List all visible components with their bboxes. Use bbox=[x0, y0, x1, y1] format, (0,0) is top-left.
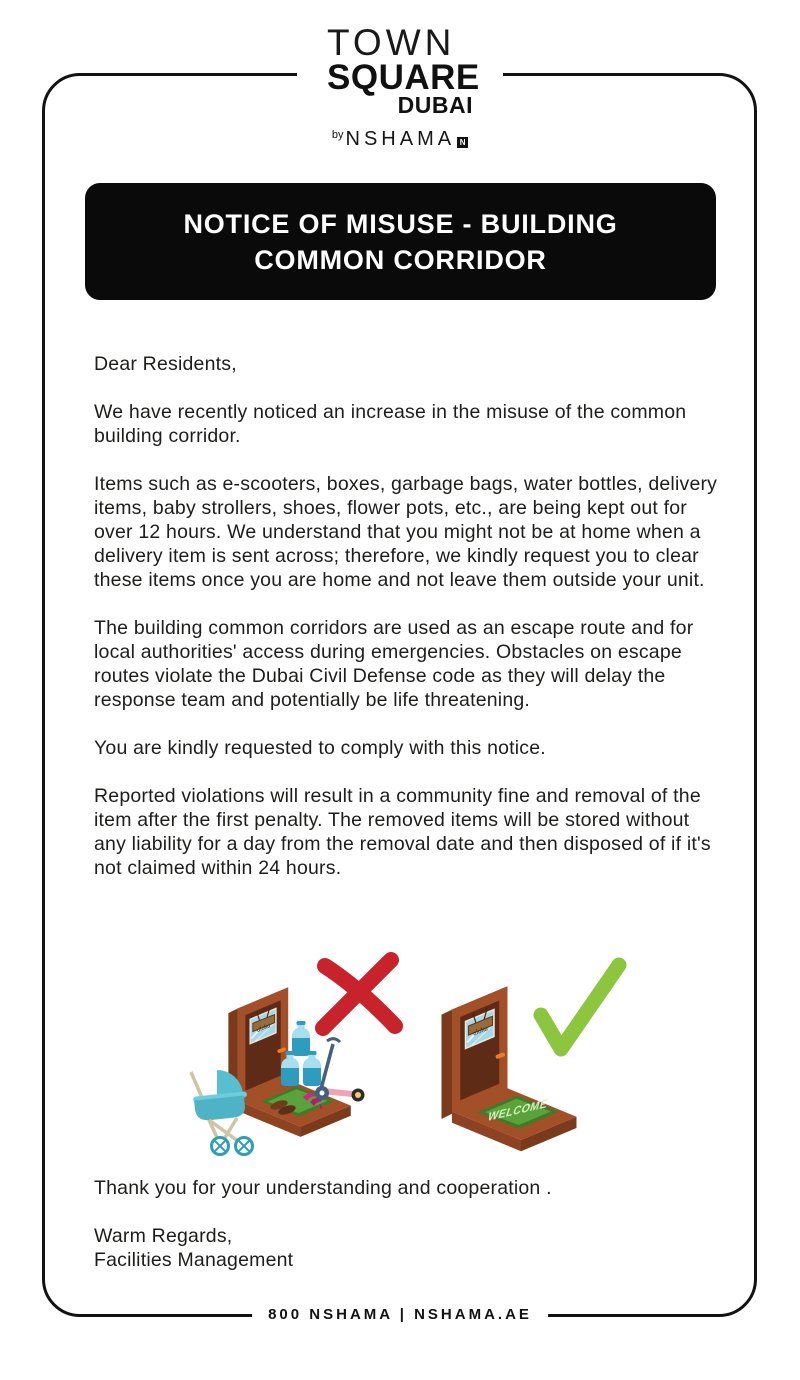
paragraph-intro: We have recently noticed an increase in the misuse of the common building corridor. bbox=[94, 401, 687, 447]
paragraph-comply: You are kindly requested to comply with this notice. bbox=[94, 737, 546, 759]
door-icon bbox=[442, 986, 577, 1151]
logo-town: TOWN bbox=[327, 22, 456, 63]
figure-cluttered-corridor bbox=[183, 948, 423, 1163]
logo-byline bbox=[327, 128, 473, 151]
signature-line: Facilities Management bbox=[94, 1249, 294, 1271]
welcome-mat-text: WELCOME bbox=[486, 1096, 550, 1125]
check-icon bbox=[541, 965, 619, 1049]
notice-body bbox=[94, 352, 722, 904]
salutation: Dear Residents, bbox=[94, 353, 237, 375]
thank-you-line: Thank you for your understanding and cooperation . bbox=[94, 1177, 552, 1199]
footer-contact: 800 NSHAMA | NSHAMA.AE bbox=[252, 1306, 548, 1323]
notice-closing bbox=[94, 1176, 722, 1272]
regards-line: Warm Regards, bbox=[94, 1225, 233, 1247]
notice-title-line2: COMMON CORRIDOR bbox=[254, 244, 547, 275]
paragraph-escape-route: The building common corridors are used as an escape route and for local authorities' access during emergencies. Obstacles on escape routes violate the Dubai Civil Defense code as they will delay the response team and potentially be life threatening. bbox=[94, 617, 694, 711]
scooter-icon bbox=[315, 1039, 365, 1102]
paragraph-violations: Reported violations will result in a community fine and removal of the item after the first penalty. The removed items will be stored without any liability for a day from the removal date and then disposed of if it's not claimed within 24 hours. bbox=[94, 785, 711, 879]
logo-dubai: DUBAI bbox=[397, 92, 473, 119]
nshama-mark-icon: N bbox=[457, 137, 468, 148]
byline-name: NSHAMA bbox=[345, 128, 456, 151]
notice-title-line1: NOTICE OF MISUSE - BUILDING bbox=[183, 208, 618, 239]
paragraph-items: Items such as e-scooters, boxes, garbage bags, water bottles, delivery items, baby strollers, shoes, flower pots, etc., are being kept out for over 12 hours. We understand that you might not be at home when a delivery item is sent across; therefore, we kindly request you to clear these items once you are home and not leave them outside your unit. bbox=[94, 473, 718, 591]
figure-clear-corridor bbox=[435, 955, 635, 1160]
byline-prefix: by bbox=[331, 128, 344, 141]
logo-square: SQUARE bbox=[327, 58, 480, 97]
notice-banner bbox=[85, 183, 716, 300]
brand-logo bbox=[297, 24, 503, 151]
cross-icon bbox=[323, 960, 395, 1028]
